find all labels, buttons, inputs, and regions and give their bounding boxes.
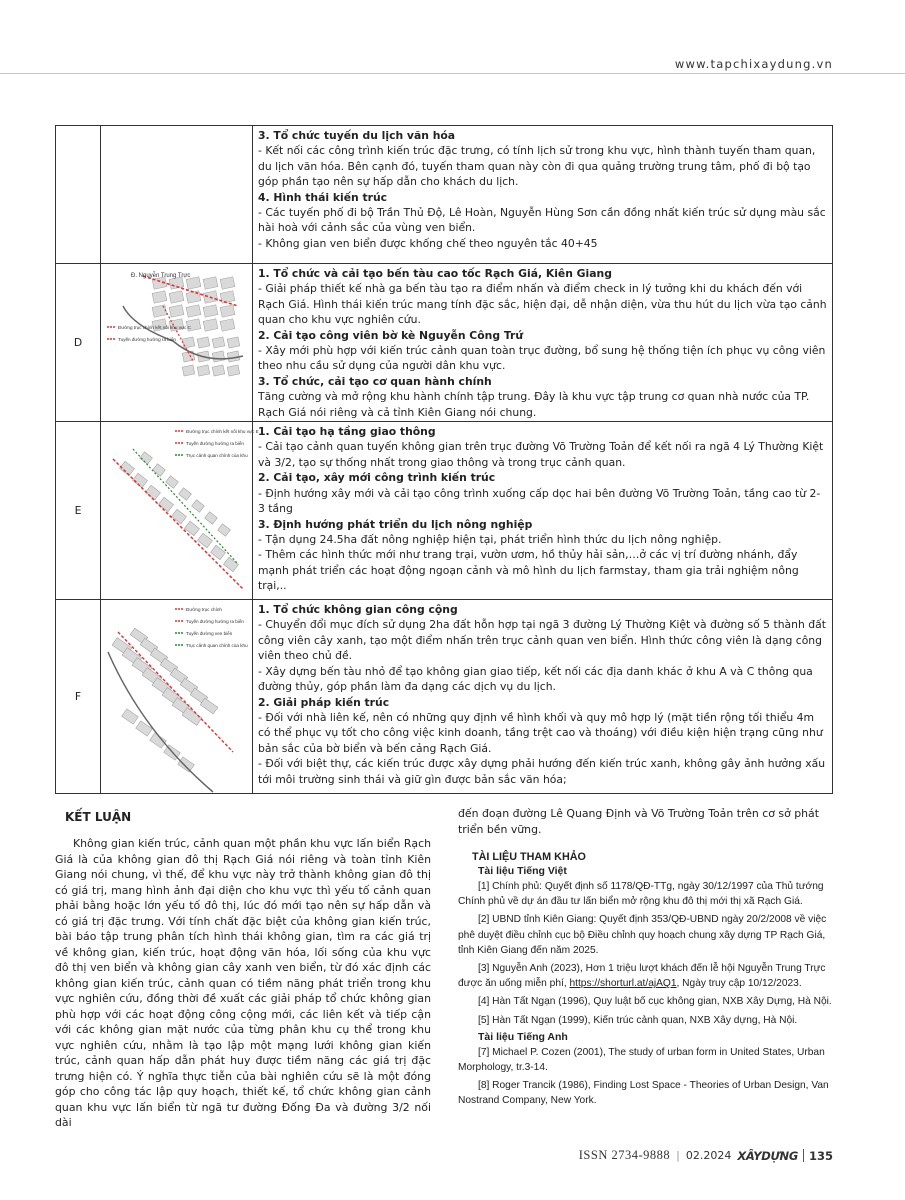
- reference-3-text: [3] Nguyễn Anh (2023), Hơn 1 triệu lượt khách đến lễ hội Nguyễn Trung Trực được ăn uống miễn phí,: [458, 963, 826, 990]
- solution-line: - Tận dụng 24.5ha đất nông nghiệp hiện tại, phát triển hình thức du lịch nông nghiệp.: [258, 532, 722, 546]
- solution-line: - Xây mới phù hợp với kiến trúc cảnh quan toàn trục đường, bổ sung hệ thống tiện ích phục vụ công viên theo nhu cầu sử dụng của người dân khu vực.: [258, 344, 826, 373]
- header-url[interactable]: www.tapchixaydung.vn: [674, 57, 833, 71]
- empty-cell: [101, 126, 253, 264]
- solution-heading: 3. Định hướng phát triển du lịch nông nghiệp: [258, 517, 533, 531]
- solution-heading: 3. Tổ chức, cải tạo cơ quan hành chính: [258, 374, 492, 388]
- reference-3-tail: , Ngày truy cập 10/12/2023.: [676, 978, 802, 990]
- solution-line: - Thêm các hình thức mới như trang trại, vườn ươm, hồ thủy hải sản,…ở các vị trí đường nhánh, đẩy mạnh phát triển các hoạt động ngoạn cảnh và mô hình du lịch farmstay, tham gia trải nghiệm nông trại,..: [258, 548, 799, 593]
- solution-text-cell: [253, 422, 833, 600]
- legend-label: Tuyến đường hướng ra biển: [186, 441, 244, 447]
- reference-link[interactable]: https://shorturl.at/ajAQ1: [569, 978, 677, 990]
- page-number: 135: [808, 1148, 833, 1163]
- table-row: [56, 126, 833, 264]
- solution-heading: 2. Cải tạo, xây mới công trình kiến trúc: [258, 471, 496, 485]
- zone-label: E: [56, 422, 101, 600]
- legend-label: Đường trục chính kết nối khu vực C: [118, 325, 191, 330]
- conclusion-heading: KẾT LUẬN: [65, 810, 132, 824]
- solution-heading: 1. Tổ chức không gian công cộng: [258, 603, 458, 617]
- solution-line: - Các tuyến phố đi bộ Trần Thủ Độ, Lê Hoàn, Nguyễn Hùng Sơn cần đồng nhất kiến trúc sử dụng màu sắc hài hoà với cảnh sắc của vùng ven biển.: [258, 206, 826, 235]
- reference-item: [2] UBND tỉnh Kiên Giang: Quyết định 353/QĐ-UBND ngày 20/2/2008 về việc phê duyệt điều chỉnh cục bộ Điều chỉnh quy hoạch chung xây dựng TP Rạch Giá, tỉnh Kiên Giang đến năm 2025.: [458, 914, 827, 956]
- table-row: [56, 422, 833, 600]
- solution-heading: 4. Hình thái kiến trúc: [258, 190, 388, 204]
- reference-item: [5] Hàn Tất Ngạn (1999), Kiến trúc cảnh quan, NXB Xây dựng, Hà Nội.: [478, 1014, 798, 1026]
- map-background: [103, 424, 246, 594]
- solution-line: - Xây dựng bến tàu nhỏ để tạo không gian giao tiếp, kết nối các địa danh khác ở khu A và C thông qua đường thủy, góp phần làm đa dạng các dịch vụ du lịch.: [258, 664, 813, 694]
- solutions-table: [55, 125, 833, 794]
- reference-item: [458, 961, 838, 991]
- solution-text-cell: [253, 126, 833, 264]
- legend-label: Tuyến đường ven biển: [186, 631, 233, 637]
- zone-map-cell: [101, 600, 253, 794]
- zone-map-cell: [101, 422, 259, 600]
- magazine-logo: XÂYDỰNG: [737, 1148, 798, 1163]
- map-street-label: Ð. Nguyễn Trung Trực: [131, 273, 191, 279]
- footer-divider: [803, 1149, 804, 1162]
- legend-label: Đường trục chính kết nối khu vực E: [186, 429, 259, 435]
- reference-item: [4] Hàn Tất Ngạn (1996), Quy luật bố cục không gian, NXB Xây Dựng, Hà Nội.: [478, 996, 832, 1008]
- solution-text-cell: [253, 600, 833, 794]
- solution-line: - Chuyển đổi mục đích sử dụng 2ha đất hỗn hợp tại ngã 3 đường Lý Thường Kiệt và đường số 5 thành đất công viên cây xanh, tạo một điểm nhấn trên trục cảnh quan ven biển. Hình thức công viên là dạng công viên theo chủ đề.: [258, 618, 826, 663]
- zone-label: F: [56, 600, 101, 794]
- conclusion-section: [55, 810, 431, 1131]
- references-vn-heading: Tài liệu Tiếng Việt: [478, 865, 567, 877]
- solution-line: - Đối với nhà liên kế, nên có những quy định về hình khối và quy mô hợp lý (mặt tiền rộng tối thiểu 4m có thể phục vụ tốt cho công việc kinh doanh, tầng trệt cao và thoáng) với điều kiện hiện trạng cũng như bản sắc của bờ biển và bến cảng Rạch Giá.: [258, 710, 823, 755]
- footer-separator: |: [676, 1149, 680, 1162]
- solution-heading: 2. Giải pháp kiến trúc: [258, 695, 390, 709]
- zone-label: [56, 126, 101, 264]
- legend-label: Trục cảnh quan chính của khu: [186, 453, 248, 459]
- solution-line: - Kết nối các công trình kiến trúc đặc trưng, có tính lịch sử trong khu vực, hình thành tuyến tham quan, du lịch văn hóa. Bên cạnh đó, tuyến tham quan này còn đi qua quảng trường trung tâm, phố đi bộ tạo góp phần tạo nên sự hấp dẫn cho khách du lịch.: [258, 144, 816, 189]
- solution-heading: 1. Tổ chức và cải tạo bến tàu cao tốc Rạch Giá, Kiên Giang: [258, 267, 612, 280]
- zone-map-cell: [101, 264, 253, 422]
- references-en-heading: Tài liệu Tiếng Anh: [478, 1030, 568, 1043]
- right-column: [458, 806, 838, 1112]
- issn: ISSN 2734-9888: [578, 1148, 671, 1162]
- solution-heading: 1. Cải tạo hạ tầng giao thông: [258, 425, 436, 439]
- conclusion-continuation: đến đoạn đường Lê Quang Định và Võ Trường Toản trên cơ sở phát triển bền vững.: [458, 807, 819, 836]
- zone-map-image: [103, 424, 259, 594]
- solution-heading: 2. Cải tạo công viên bờ kè Nguyễn Công Trứ: [258, 328, 524, 342]
- zone-map-image: [103, 266, 246, 414]
- solution-line: - Giải pháp thiết kế nhà ga bến tàu tạo ra điểm nhấn và điểm check in lý tưởng khi du khách đến với Rạch Giá. Hình thái kiến trúc mang tính đặc sắc, hiện đại, dễ nhận diện, vừa thu hút du lịch vừa tạo cảnh quan cho khu vực nghiên cứu.: [258, 282, 827, 327]
- reference-item: [1] Chính phủ: Quyết định số 1178/QĐ-TTg, ngày 30/12/1997 của Thủ tướng Chính phủ về dự án đầu tư lấn biển mở rộng khu đô thị mới thị xã Rạch Giá.: [458, 881, 824, 908]
- solution-line: - Đối với biệt thự, các kiến trúc được xây dựng phải hướng đến kiến trúc xanh, không gây ảnh hưởng xấu tới môi trường sinh thái và giữ gìn được bản sắc văn hóa;: [258, 757, 826, 786]
- solution-line: - Không gian ven biển được khống chế theo nguyên tắc 40+45: [258, 236, 598, 250]
- reference-item: [7] Michael P. Cozen (2001), The study of urban form in United States, Urban Morphology, tr.3-14.: [458, 1046, 825, 1074]
- header-rule: [0, 73, 905, 74]
- legend-label: Trục cảnh quan chính của khu: [186, 643, 248, 649]
- map-legend: [175, 429, 259, 458]
- issue-date: 02.2024: [685, 1149, 732, 1162]
- solution-line: Tăng cường và mở rộng khu hành chính tập trung. Đây là khu vực tập trung cơ quan nhà nước của TP. Rạch Giá nói riêng và cả tỉnh Kiên Giang nói chung.: [258, 390, 810, 419]
- zone-map-image: [103, 602, 246, 788]
- reference-item: [8] Roger Trancik (1986), Finding Lost Space - Theories of Urban Design, Van Nostrand Company, New York.: [458, 1080, 829, 1107]
- solution-line: - Định hướng xây mới và cải tạo công trình xuống cấp dọc hai bên đường Võ Trường Toản, tầng cao từ 2-3 tầng: [258, 486, 821, 516]
- solution-line: - Cải tạo cảnh quan tuyến không gian trên trục đường Võ Trường Toản để kết nối ra ngã 4 Lý Thường Kiệt và 3/2, tạo sự thống nhất trong giao thông và trong trục cảnh quan.: [258, 440, 824, 469]
- zone-label: D: [56, 264, 101, 422]
- page-footer: [579, 1148, 833, 1163]
- legend-label: Đường trục chính: [186, 607, 222, 613]
- solution-heading: 3. Tổ chức tuyến du lịch văn hóa: [258, 129, 456, 142]
- table-row: [56, 264, 833, 422]
- legend-label: Tuyến đường hướng ra biển: [186, 619, 244, 625]
- conclusion-paragraph: Không gian kiến trúc, cảnh quan một phần khu vực lấn biển Rạch Giá là của không gian đô thị Rạch Giá nói riêng và toàn tỉnh Kiên Giang nói chung, vì thế, để khu vực này trở thành không gian đô thị có giá trị, mang hình ảnh đại diện cho khu vực thì yếu tố cảnh quan phải bằng hoặc lớn yếu tố đô thị, lúc đó mới tạo nên sự hấp dẫn và có giá trị đặc trưng. Với tính chất đặc biệt của không gian kiến trúc, bài báo tập trung phân tích hình thái không gian, tìm ra các giá trị về không gian, kiến trúc, hoạt động văn hóa, lối sống của khu vực đô thị ven biển và không gian cây xanh ven biển, từ đó xác định các không gian kiến trúc, cảnh quan có tiềm năng phát triển trong khu vực nghiên cứu, đồng thời đề xuất các giải pháp tổ chức không gian phù hợp với các hoạt động công cộng mới, các liên kết và tiếp cận với các không gian mặt nước của từng phân khu cụ thể trong khu vực nghiên cứu, nhằm là tạo lập một mạng lưới không gian kiến trúc, cảnh quan hấp dẫn phát huy được tiềm năng các giá trị đặc trưng hiện có. Ý nghĩa thực tiễn của bài nghiên cứu sẽ là một đóng góp cho công tác lập quy hoạch, thiết kế, tổ chức không gian cảnh quan khu vực lấn biển từ ngã tư đường Đống Đa và đường 3/2 nối dài: [55, 837, 431, 1129]
- solution-text-cell: [253, 264, 833, 422]
- legend-label: Tuyến đường hướng ra biển: [118, 337, 176, 342]
- references-heading: TÀI LIỆU THAM KHẢO: [472, 851, 586, 863]
- table-row: [56, 600, 833, 794]
